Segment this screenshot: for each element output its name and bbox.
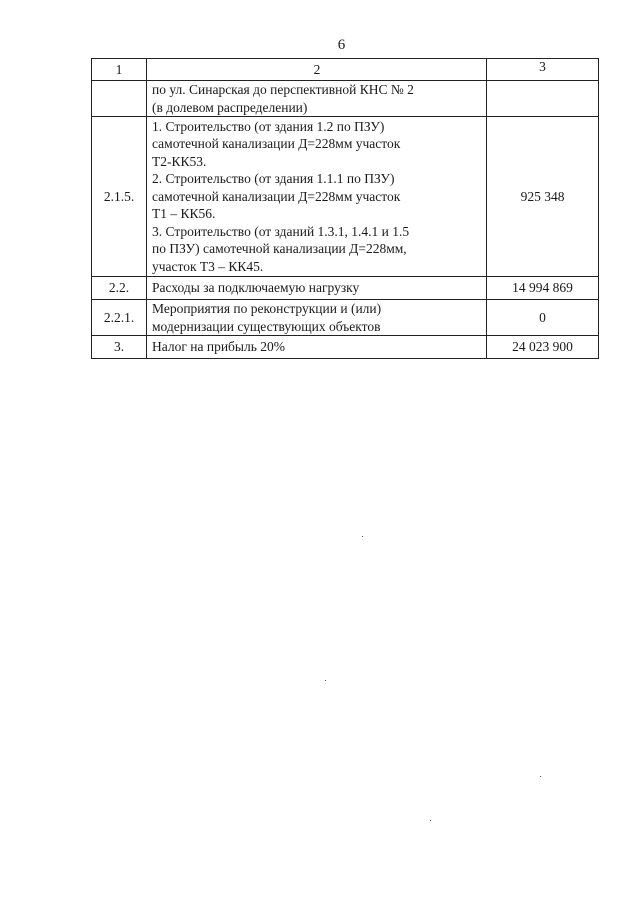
row-description: Налог на прибыль 20% xyxy=(147,336,487,359)
row-number xyxy=(92,81,147,117)
page-number: 6 xyxy=(337,37,346,53)
table-row xyxy=(92,300,599,336)
row-description: 1. Строительство (от здания 1.2 по ПЗУ) самотечной канализации Д=228мм участок Т2-КК53. 2. Строительство (от здания 1.1.1 по ПЗУ) самотечной канализации Д=228мм участок Т1 – КК56. 3. Строительство (от зданий 1.3.1, 1.4.1 и 1.5 по ПЗУ) самотечной канализации Д=228мм, участок Т3 – КК45. xyxy=(147,117,487,277)
row-value: 925 348 xyxy=(487,117,599,277)
row-description: Мероприятия по реконструкции и (или) модернизации существующих объектов xyxy=(147,300,487,336)
header-col-1: 1 xyxy=(92,59,147,81)
row-description: по ул. Синарская до перспективной КНС № 2 (в долевом распределении) xyxy=(147,81,487,117)
row-number: 2.2. xyxy=(92,277,147,300)
header-col-2: 2 xyxy=(147,59,487,81)
row-description: Расходы за подключаемую нагрузку xyxy=(147,277,487,300)
scan-speck xyxy=(325,680,326,681)
header-col-3: 3 xyxy=(487,59,599,81)
table-header-row xyxy=(92,59,599,81)
table-row xyxy=(92,277,599,300)
table-row xyxy=(92,117,599,277)
cost-table xyxy=(91,58,599,359)
row-number: 3. xyxy=(92,336,147,359)
row-value: 24 023 900 xyxy=(487,336,599,359)
table-row xyxy=(92,336,599,359)
row-value: 14 994 869 xyxy=(487,277,599,300)
row-number: 2.2.1. xyxy=(92,300,147,336)
scan-speck xyxy=(362,536,363,537)
table-row xyxy=(92,81,599,117)
scan-speck xyxy=(540,776,541,777)
scan-speck xyxy=(430,820,431,821)
row-number: 2.1.5. xyxy=(92,117,147,277)
row-value xyxy=(487,81,599,117)
row-value: 0 xyxy=(487,300,599,336)
